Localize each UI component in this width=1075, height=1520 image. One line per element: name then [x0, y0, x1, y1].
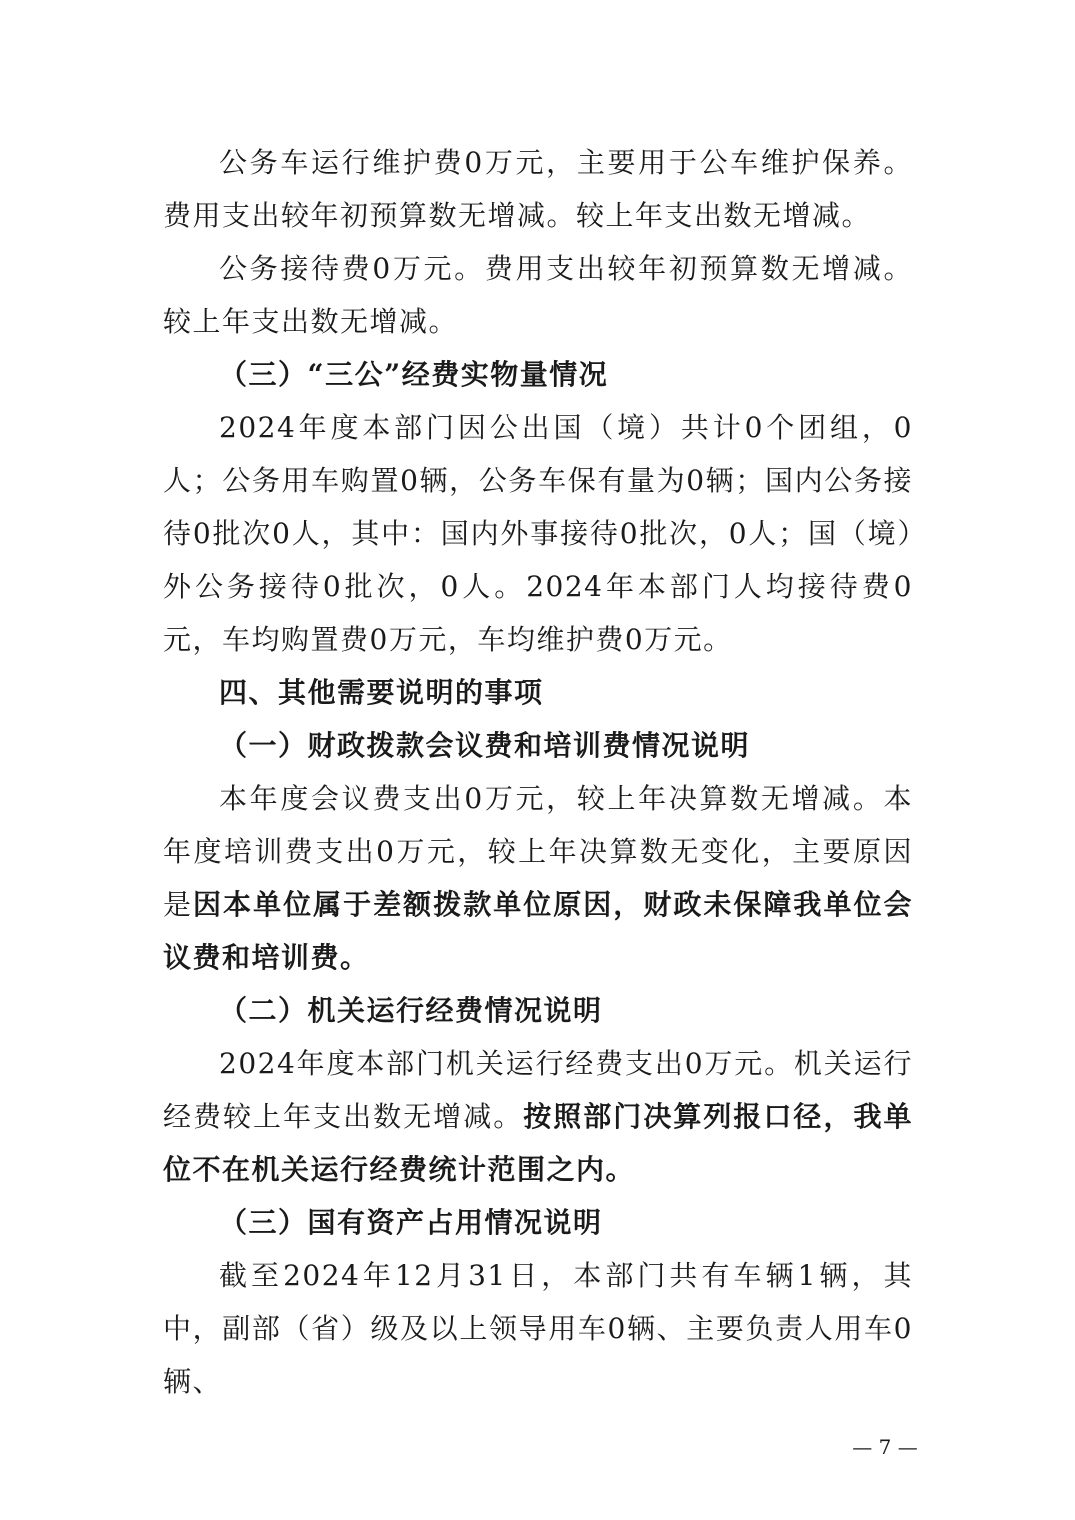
page-number: — 7 — — [852, 1435, 918, 1459]
paragraph-meeting-training — [163, 772, 913, 984]
paragraph-meeting-training-reason: 因本单位属于差额拨款单位原因，财政未保障我单位会议费和培训费。 — [163, 888, 913, 974]
paragraph-operating-expenses-note: 按照部门决算列报口径，我单位不在机关运行经费统计范围之内。 — [163, 1100, 913, 1186]
paragraph-operating-expenses-text: 2024年度本部门机关运行经费支出0万元。机关运行经费较上年支出数无增减。 — [163, 1047, 913, 1133]
paragraph-vehicle-maintenance: 公务车运行维护费0万元，主要用于公车维护保养。费用支出较年初预算数无增减。较上年支出数无增减。 — [163, 146, 913, 232]
heading-meeting-training: （一）财政拨款会议费和培训费情况说明 — [219, 729, 751, 762]
paragraph-reception-fee: 公务接待费0万元。费用支出较年初预算数无增减。较上年支出数无增减。 — [163, 252, 913, 338]
paragraph-state-assets: 截至2024年12月31日，本部门共有车辆1辆，其中，副部（省）级及以上领导用车0辆、主要负责人用车0辆、 — [163, 1259, 913, 1398]
paragraph-meeting-training-text: 本年度会议费支出0万元，较上年决算数无增减。本年度培训费支出0万元，较上年决算数无变化，主要原因是 — [163, 782, 913, 921]
heading-operating-expenses: （二）机关运行经费情况说明 — [219, 994, 603, 1027]
document-body — [163, 136, 913, 1408]
heading-other-matters: 四、其他需要说明的事项 — [219, 676, 544, 709]
paragraph-operating-expenses — [163, 1037, 913, 1196]
paragraph-physical-quantity: 2024年度本部门因公出国（境）共计0个团组，0人；公务用车购置0辆，公务车保有量为0辆；国内公务接待0批次0人，其中：国内外事接待0批次，0人；国（境）外公务接待0批次，0人。2024年本部门人均接待费0元，车均购置费0万元，车均维护费0万元。 — [163, 411, 913, 656]
heading-state-assets: （三）国有资产占用情况说明 — [219, 1206, 603, 1239]
heading-three-public-physical: （三）“三公”经费实物量情况 — [219, 358, 609, 391]
